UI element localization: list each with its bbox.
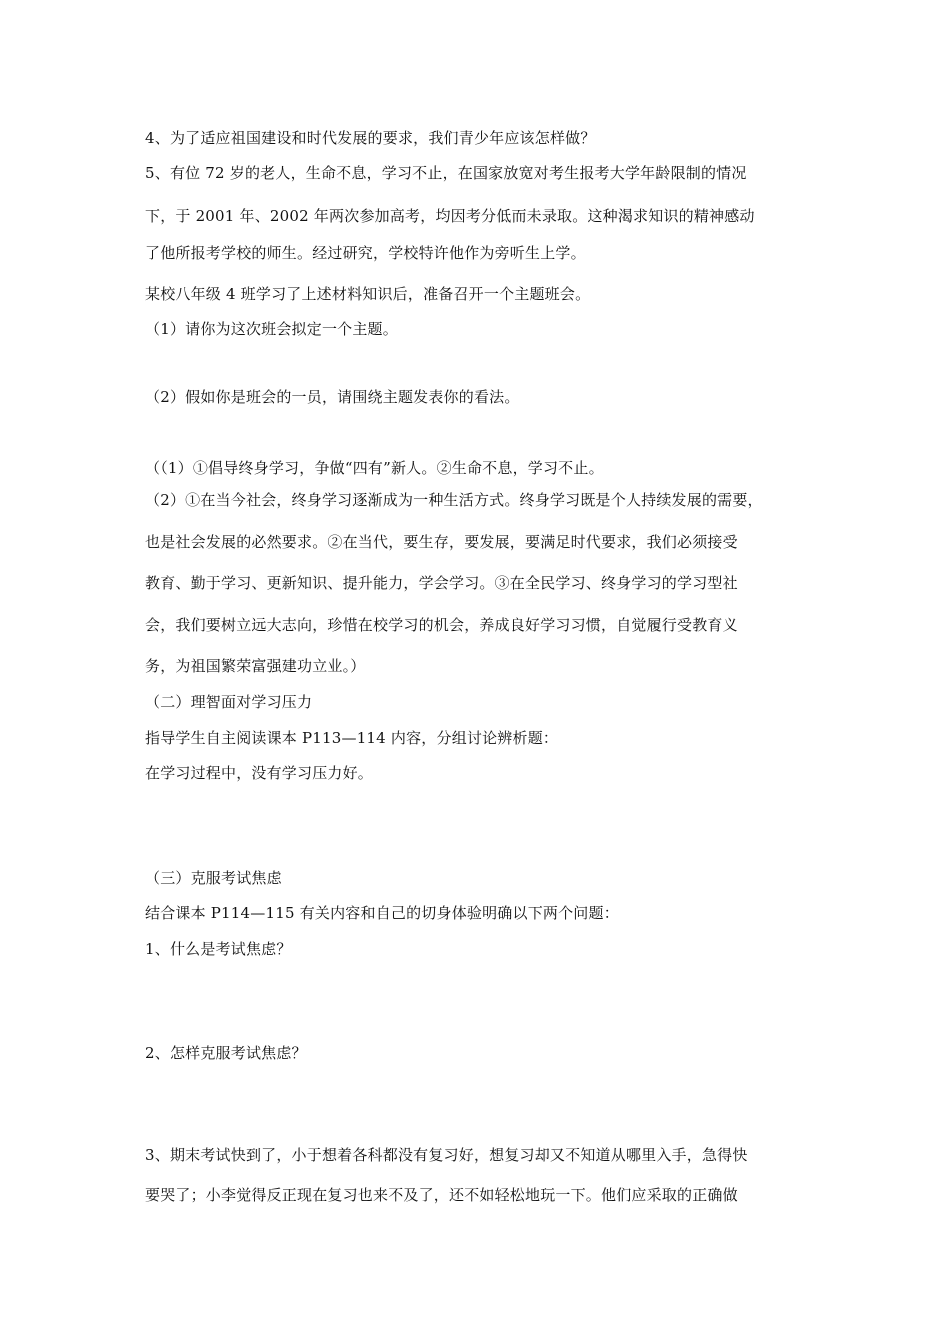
question-1: 1、什么是考试焦虑？ [145, 940, 292, 958]
section-heading-2: （二）理智面对学习压力 [145, 693, 313, 711]
question-3-line-1: 3、期末考试快到了，小于想着各科都没有复习好，想复习却又不知道从哪里入手，急得快 [145, 1146, 748, 1164]
guidance-text: 指导学生自主阅读课本 P113—114 内容，分组讨论辨析题： [145, 729, 559, 747]
answer-1: （（1）①倡导终身学习，争做“四有”新人。②生命不息，学习不止。 [145, 459, 604, 477]
question-4: 4、为了适应祖国建设和时代发展的要求，我们青少年应该怎样做？ [145, 129, 596, 147]
subquestion-1: （1）请你为这次班会拟定一个主题。 [145, 320, 398, 338]
answer-2-line-5: 务，为祖国繁荣富强建功立业。） [145, 657, 366, 675]
question-2: 2、怎样克服考试焦虑？ [145, 1044, 307, 1062]
question-5-line-3: 了他所报考学校的师生。经过研究，学校特许他作为旁听生上学。 [145, 244, 586, 262]
answer-2-line-2: 也是社会发展的必然要求。②在当代，要生存，要发展，要满足时代要求，我们必须接受 [145, 533, 738, 551]
answer-2-line-3: 教育、勤于学习、更新知识、提升能力，学会学习。③在全民学习、终身学习的学习型社 [145, 574, 738, 592]
question-5-line-2: 下，于 2001 年、2002 年两次参加高考，均因考分低而未录取。这种渴求知识的精神感动 [145, 207, 755, 225]
section-heading-3: （三）克服考试焦虑 [145, 869, 282, 887]
subquestion-2: （2）假如你是班会的一员，请围绕主题发表你的看法。 [145, 388, 520, 406]
debate-statement: 在学习过程中，没有学习压力好。 [145, 764, 374, 782]
question-5-line-1: 5、有位 72 岁的老人，生命不息，学习不止，在国家放宽对考生报考大学年龄限制的情况 [145, 164, 747, 182]
answer-2-line-1: （2）①在当今社会，终身学习逐渐成为一种生活方式。终身学习既是个人持续发展的需要， [145, 491, 763, 509]
question-3-line-2: 要哭了；小李觉得反正现在复习也来不及了，还不如轻松地玩一下。他们应采取的正确做 [145, 1186, 738, 1204]
class-meeting-intro: 某校八年级 4 班学习了上述材料知识后，准备召开一个主题班会。 [145, 285, 591, 303]
answer-2-line-4: 会，我们要树立远大志向，珍惜在校学习的机会，养成良好学习习惯，自觉履行受教育义 [145, 616, 738, 634]
combine-instruction: 结合课本 P114—115 有关内容和自己的切身体验明确以下两个问题： [145, 904, 619, 922]
